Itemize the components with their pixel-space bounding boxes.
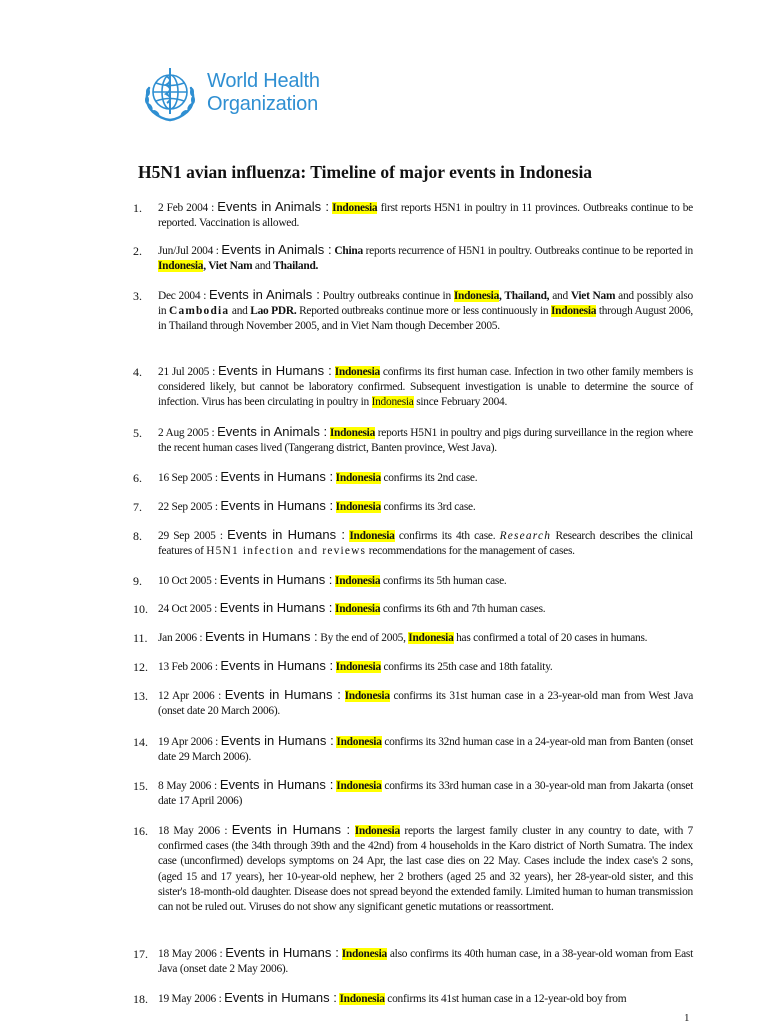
item-date: 18 May 2006: [158, 825, 220, 837]
item-text: confirms its 3rd case.: [380, 501, 476, 513]
highlighted-term: Indonesia: [339, 993, 385, 1005]
item-text: confirms its 2nd case.: [380, 472, 478, 484]
item-category: Events in Humans :: [227, 527, 346, 542]
item-category: Events in Humans :: [217, 363, 332, 378]
item-date: 24 Oct 2005: [158, 603, 212, 615]
item-category: Events in Humans :: [220, 469, 334, 484]
highlighted-term: Indonesia: [335, 661, 381, 673]
item-text: Poultry outbreaks continue in: [319, 290, 454, 302]
item-number: 11.: [133, 631, 148, 645]
item-number: 16.: [133, 824, 148, 838]
item-number: 8.: [133, 529, 142, 543]
timeline-item: 8. 29 Sep 2005 : Events in Humans : Indonesia confirms its 4th case. Research Research describes the clinical features of H5N1 infection and reviews recommendations for the management of cases.: [133, 527, 693, 558]
timeline-item: 15. 8 May 2006 : Events in Humans : Indonesia confirms its 33rd human case in a 30-year-old man from Jakarta (onset date 17 April 2006): [133, 777, 693, 808]
timeline-item: 10. 24 Oct 2005 : Events in Humans : Indonesia confirms its 6th and 7th human cases.: [133, 600, 546, 616]
item-number: 14.: [133, 735, 148, 749]
highlighted-term: Indonesia: [344, 690, 390, 702]
item-text: and possibly also in: [158, 290, 693, 318]
highlighted-term: Indonesia: [334, 366, 380, 378]
item-category: Events in Humans :: [224, 687, 341, 702]
item-text: Reported outbreaks continue more or less continuously in: [296, 305, 551, 318]
highlighted-term: Indonesia: [335, 501, 381, 513]
who-emblem-icon: [139, 62, 201, 124]
timeline-item: 12. 13 Feb 2006 : Events in Humans : Indonesia confirms its 25th case and 18th fatality.: [133, 658, 553, 674]
item-text: confirms its 41st human case in a 12-year-old boy from: [384, 993, 627, 1005]
timeline-item: 2. Jun/Jul 2004 : Events in Animals : China reports recurrence of H5N1 in poultry. Outbreaks continue to be reported in Indonesia, Viet Nam and Thailand.: [133, 242, 693, 273]
item-number: 12.: [133, 660, 148, 674]
highlighted-term: Indonesia: [336, 736, 382, 748]
item-category: Events in Animals :: [209, 287, 320, 302]
highlighted-term: Indonesia: [336, 780, 382, 792]
item-date: 16 Sep 2005: [158, 472, 213, 484]
bold-term: China: [334, 245, 363, 257]
timeline-item: 5. 2 Aug 2005 : Events in Animals : Indonesia reports H5N1 in poultry and pigs during surveillance in the region where the recent human cases lived (Tangerang district, Banten province, West Java).: [133, 424, 693, 455]
item-category: Events in Animals :: [221, 242, 332, 257]
timeline-item: 3. Dec 2004 : Events in Animals : Poultry outbreaks continue in Indonesia, Thailand, and Viet Nam and possibly also in Cambodia and Lao PDR. Reported outbreaks continue more or less continuously in Indonesia through August 2006, in Thailand through November 2005, and in Viet Nam though December 2005.: [133, 287, 693, 333]
item-category: Events in Humans :: [220, 498, 334, 513]
item-date: 21 Jul 2005: [158, 366, 210, 378]
item-text: reports recurrence of H5N1 in poultry. Outbreaks continue to be reported in: [362, 245, 693, 257]
item-text: confirms its 31st human case in a 23-year-old man from West Java (onset date 20 March 2006).: [158, 690, 693, 718]
item-number: 7.: [133, 500, 142, 514]
timeline-item: 17. 18 May 2006 : Events in Humans : Indonesia also confirms its 40th human case, in a 38-year-old woman from East Java (onset date 2 May 2006).: [133, 945, 693, 976]
item-number: 10.: [133, 602, 148, 616]
item-text: first reports H5N1 in poultry in 11 provinces. Outbreaks continue to be reported. Vaccination is allowed.: [158, 202, 693, 230]
logo-line-2: Organization: [207, 93, 318, 115]
item-number: 18.: [133, 992, 148, 1006]
item-number: 17.: [133, 947, 148, 961]
item-category: Events in Humans :: [220, 733, 334, 748]
item-date: 12 Apr 2006: [158, 690, 215, 702]
item-number: 1.: [133, 201, 142, 215]
item-number: 3.: [133, 289, 142, 303]
document-title: H5N1 avian influenza: Timeline of major events in Indonesia: [138, 162, 593, 182]
item-text: and: [549, 290, 571, 302]
item-number: 9.: [133, 574, 142, 588]
item-text: and: [252, 260, 274, 273]
item-date: 10 Oct 2005: [158, 575, 212, 587]
item-date: Jan 2006: [158, 632, 197, 644]
item-number: 5.: [133, 426, 142, 440]
timeline-item: 6. 16 Sep 2005 : Events in Humans : Indonesia confirms its 2nd case.: [133, 469, 478, 485]
research-link[interactable]: Research: [499, 530, 552, 542]
timeline-item: 9. 10 Oct 2005 : Events in Humans : Indonesia confirms its 5th human case.: [133, 572, 507, 588]
who-logo: [139, 62, 320, 124]
highlighted-term: Indonesia: [453, 290, 500, 302]
highlighted-term: Indonesia: [332, 202, 378, 214]
item-text: reports H5N1 in poultry and pigs during surveillance in the region where the recent human cases lived (Tangerang district, Banten province, West Java).: [158, 427, 693, 455]
highlighted-term: Indonesia: [341, 948, 387, 960]
timeline-item: 14. 19 Apr 2006 : Events in Humans : Indonesia confirms its 32nd human case in a 24-year-old man from Banten (onset date 29 March 2006).: [133, 733, 693, 764]
item-category: Events in Humans :: [224, 990, 337, 1005]
item-date: 19 May 2006: [158, 993, 216, 1005]
item-category: Events in Humans :: [204, 629, 318, 644]
item-date: 22 Sep 2005: [158, 501, 213, 513]
bold-term: Viet Nam: [208, 260, 253, 273]
item-text: confirms its 25th case and 18th fatality.: [380, 661, 553, 673]
item-date: 13 Feb 2006: [158, 661, 213, 673]
item-text: confirms its 4th case.: [394, 530, 500, 542]
timeline-item: 16. 18 May 2006 : Events in Humans : Indonesia reports the largest family cluster in any country to date, with 7 confirmed cases (the 34th through 39th and the 42nd) from 4 households in the Karo district of North Sumatra. The index case (unconfirmed) develops symptoms on 24 Apr, the last case dies on 22 May. Cases include the index case's 2 sons, (aged 15 and 17 years), her 10-year-old nephew, her 2 brothers (aged 25 and 32 years), her 28-year-old sister, and this sister's 18-month-old daughter. Disease does not spread beyond the extended family. Limited human to human transmission can not be ruled out. Viruses do not show any significant genetic mutations or reassortment.: [133, 822, 693, 914]
logo-wordmark: [207, 70, 320, 116]
highlighted-term: Indonesia: [335, 472, 381, 484]
highlighted-term: Indonesia: [371, 396, 414, 409]
item-text: confirms its 32nd human case in a 24-year-old man from Banten (onset date 29 March 2006).: [158, 736, 693, 764]
item-date: 19 Apr 2006: [158, 736, 213, 748]
item-text: confirms its 33rd human case in a 30-year-old man from Jakarta (onset date 17 April 2006): [158, 780, 693, 808]
bold-term: Viet Nam: [570, 290, 616, 302]
item-category: Events in Animals :: [217, 424, 328, 439]
timeline-item: 7. 22 Sep 2005 : Events in Humans : Indonesia confirms its 3rd case.: [133, 498, 476, 514]
item-date: 2 Aug 2005: [158, 427, 209, 439]
item-date: Jun/Jul 2004: [158, 245, 214, 257]
item-text: also confirms its 40th human case, in a 38-year-old woman from East Java (onset date 2 May 2006).: [158, 948, 693, 976]
timeline-item: 13. 12 Apr 2006 : Events in Humans : Indonesia confirms its 31st human case in a 23-year-old man from West Java (onset date 20 March 2006).: [133, 687, 693, 718]
item-date: 8 May 2006: [158, 780, 212, 792]
item-text: has confirmed a total of 20 cases in humans.: [453, 632, 648, 644]
timeline-item: 4. 21 Jul 2005 : Events in Humans : Indonesia confirms its first human case. Infection in two other family members is considered likely, but cannot be laboratory confirmed. Subsequent investigation is unable to determine the source of infection. Virus has been circulating in poultry in Indonesia since February 2004.: [133, 363, 693, 409]
highlighted-term: Indonesia: [335, 575, 381, 587]
highlighted-term: Indonesia: [349, 530, 395, 542]
highlighted-term: Indonesia: [408, 632, 454, 644]
item-text: reports the largest family cluster in any country to date, with 7 confirmed cases (the 34th through 39th and the 42nd) from 4 households in the Karo district of North Sumatra. The index case (unconfirmed) develops symptoms on 24 Apr, the last case dies on 22 May. Cases include the index case's 2 sons, (aged 15 and 17 years), her 10-year-old nephew, her 2 brothers (aged 25 and 32 years), her 28-year-old sister, and this sister's 18-month-old daughter. Disease does not spread beyond the extended family. Limited human to human transmission can not be ruled out. Viruses do not show any significant genetic mutations or reassortment.: [158, 825, 693, 914]
item-date: 18 May 2006: [158, 948, 217, 960]
item-number: 4.: [133, 365, 142, 379]
item-date: 2 Feb 2004: [158, 202, 208, 214]
item-text: recommendations for the management of cases.: [366, 545, 575, 558]
timeline-item: 18. 19 May 2006 : Events in Humans : Indonesia confirms its 41st human case in a 12-year-old boy from: [133, 990, 627, 1006]
item-text: through August 2006, in Thailand through November 2005, and in Viet Nam though December 2005.: [158, 305, 693, 333]
item-text: ,: [499, 290, 505, 302]
item-number: 13.: [133, 689, 148, 703]
bold-term: Cambodia: [169, 305, 230, 318]
highlighted-term: Indonesia: [329, 427, 376, 439]
highlighted-term: Indonesia: [158, 260, 204, 273]
item-category: Events in Humans :: [219, 777, 334, 792]
item-text: confirms its 5th human case.: [380, 575, 507, 587]
item-category: Events in Humans :: [231, 822, 351, 837]
bold-term: Thailand,: [504, 290, 550, 302]
item-text: confirms its first human case. Infection in two other family members is considered likely, but cannot be laboratory confirmed. Subsequent investigation is unable to determine the source of infection. Virus has been circulating in poultry in: [158, 366, 693, 409]
item-category: Events in Animals :: [217, 199, 329, 214]
item-category: Events in Humans :: [219, 572, 333, 587]
item-category: Events in Humans :: [220, 658, 334, 673]
item-number: 6.: [133, 471, 142, 485]
bold-term: Thailand.: [273, 260, 319, 273]
highlighted-term: Indonesia: [550, 305, 597, 318]
item-category: Events in Humans :: [219, 600, 333, 615]
item-text: and: [229, 305, 251, 318]
item-number: 2.: [133, 244, 142, 258]
item-text: ,: [203, 260, 209, 273]
item-number: 15.: [133, 779, 148, 793]
page-number: 1: [684, 1012, 690, 1024]
item-text: Research describes the clinical features of: [158, 530, 693, 558]
highlighted-term: Indonesia: [335, 603, 381, 615]
item-category: Events in Humans :: [225, 945, 339, 960]
item-text: confirms its 6th and 7th human cases.: [380, 603, 546, 615]
item-date: 29 Sep 2005: [158, 530, 216, 542]
item-date: Dec 2004: [158, 290, 201, 302]
timeline-item: 11. Jan 2006 : Events in Humans : By the end of 2005, Indonesia has confirmed a total of 20 cases in humans.: [133, 629, 648, 645]
highlighted-term: Indonesia: [354, 825, 400, 837]
bold-term: Lao PDR.: [250, 305, 297, 318]
item-text: By the end of 2005,: [317, 632, 409, 644]
logo-line-1: World Health: [207, 70, 320, 92]
timeline-item: 1. 2 Feb 2004 : Events in Animals : Indonesia first reports H5N1 in poultry in 11 provinces. Outbreaks continue to be reported. Vaccination is allowed.: [133, 199, 693, 230]
spaced-text: H5N1 infection and reviews: [206, 545, 367, 558]
item-text: since February 2004.: [413, 396, 508, 409]
